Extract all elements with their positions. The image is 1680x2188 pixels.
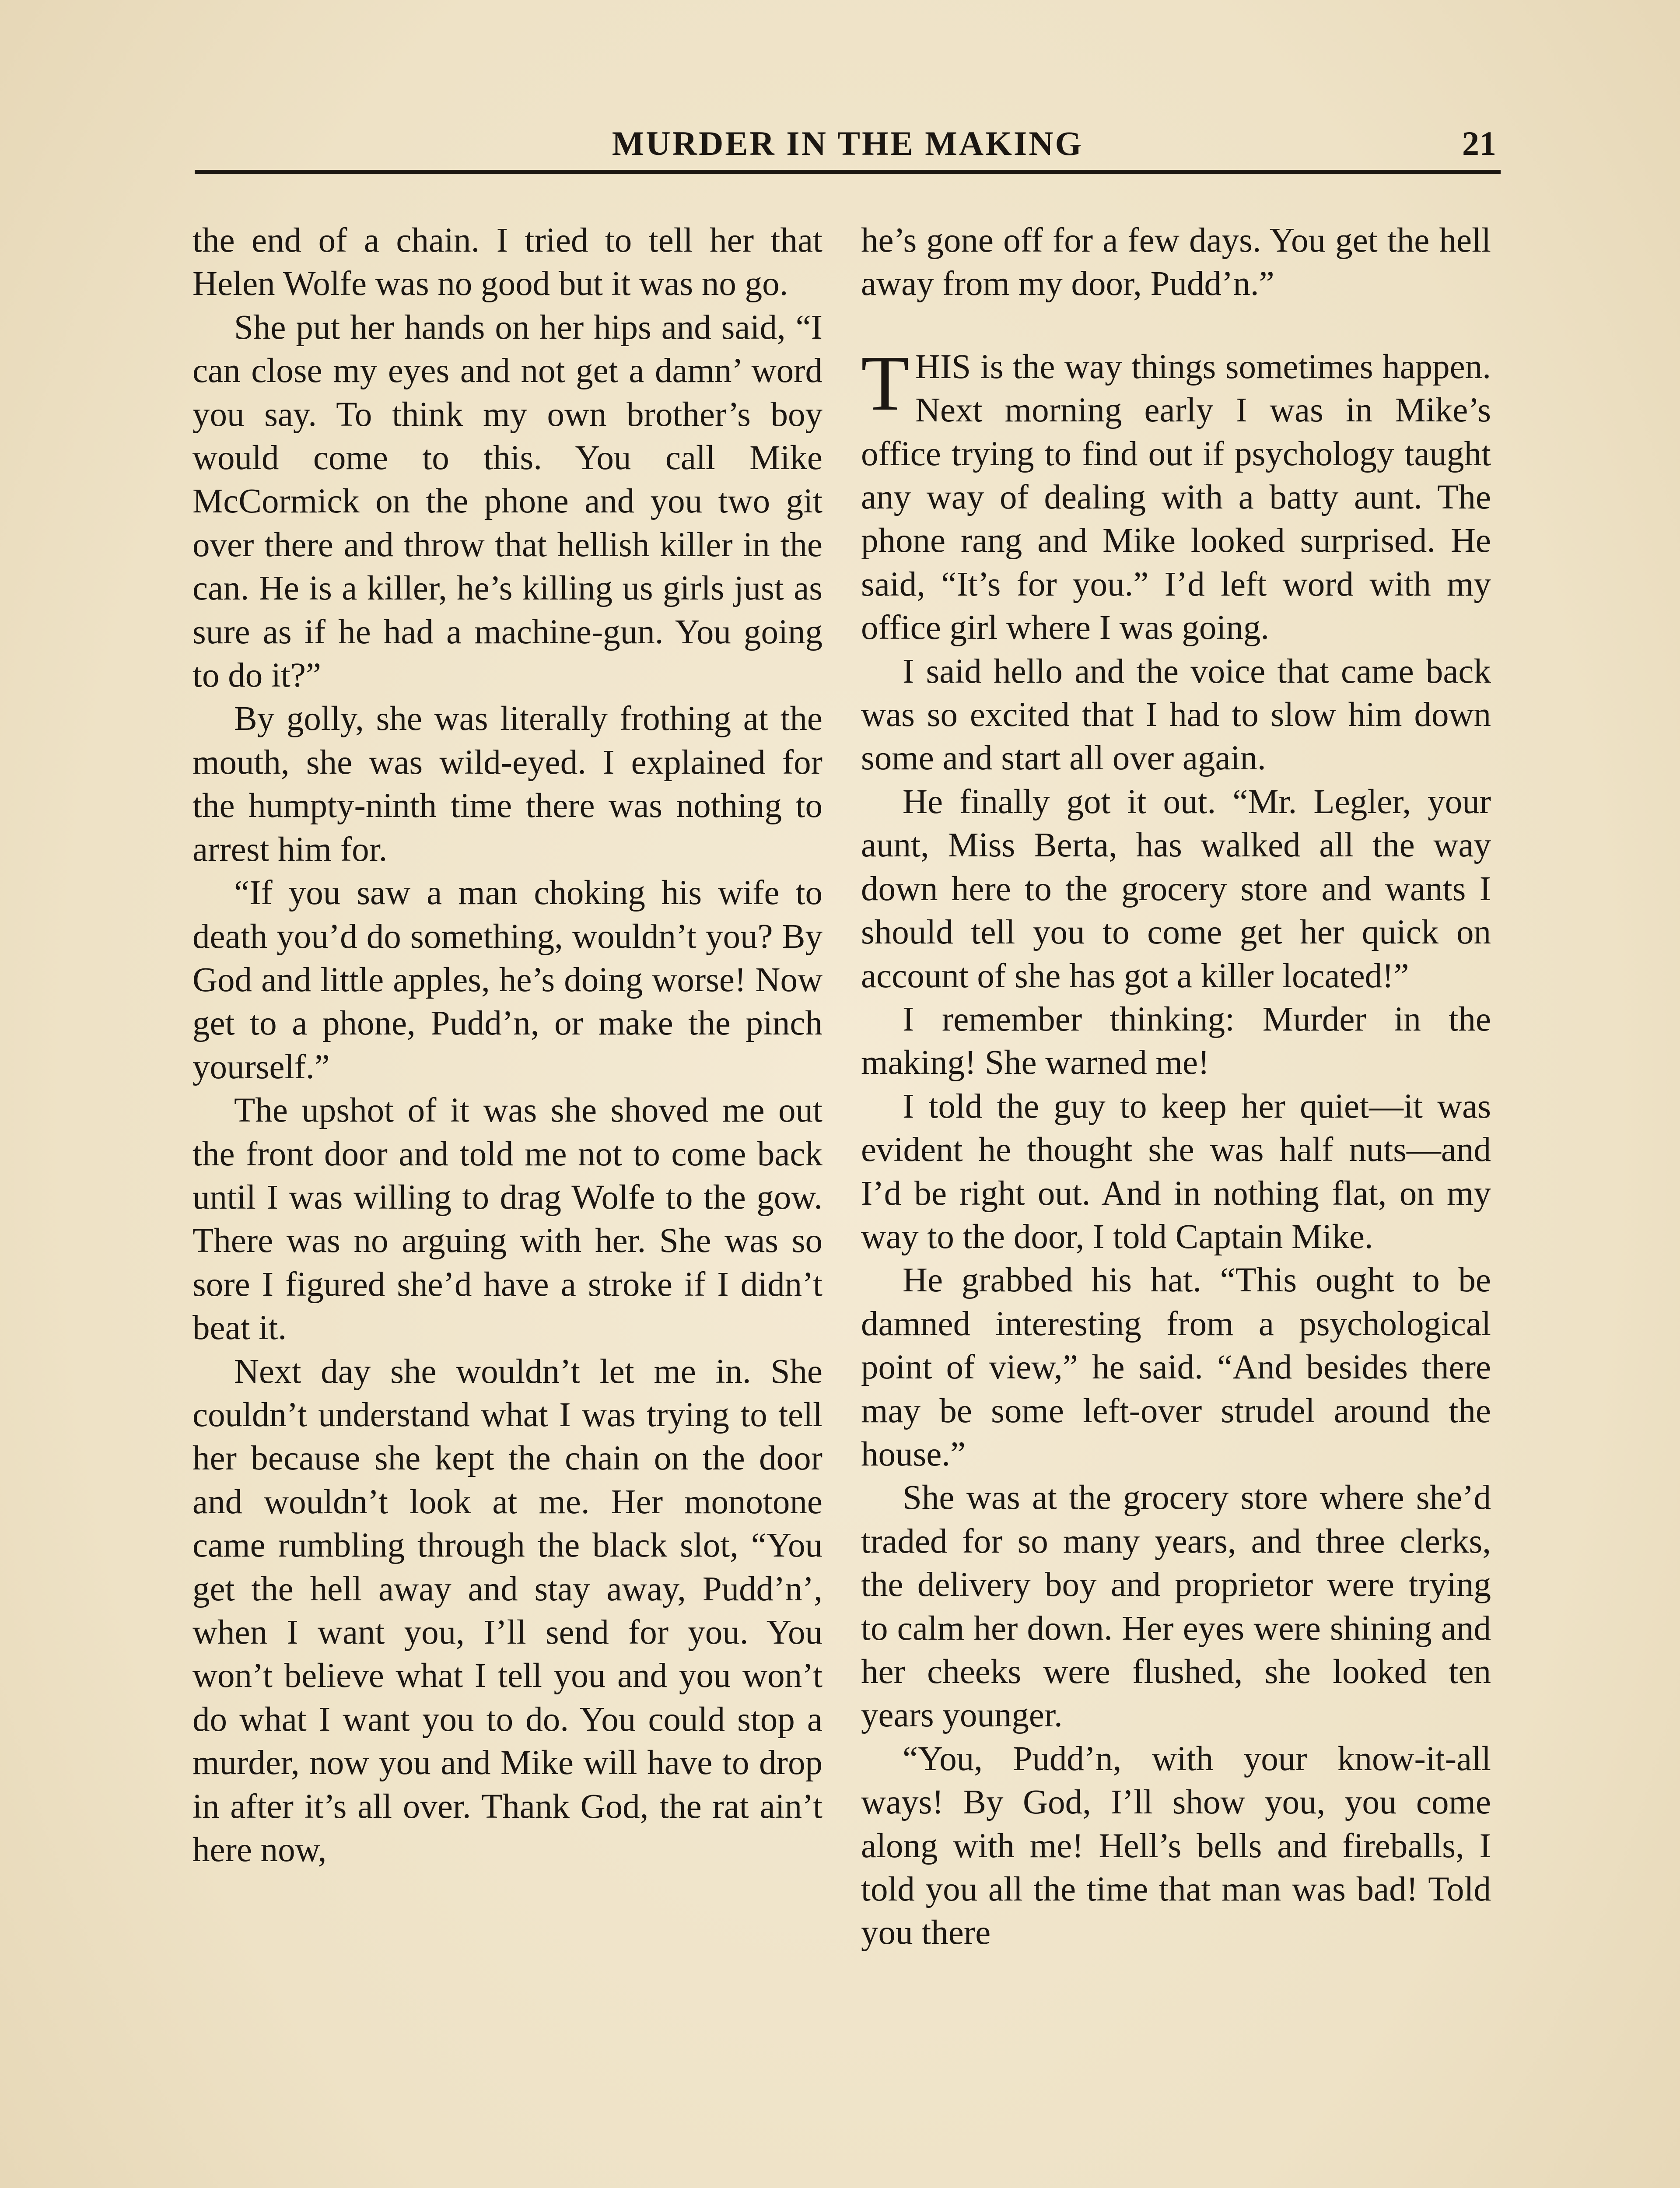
paragraph: She was at the grocery store where she’d traded for so many years, and three clerks, the delivery boy and proprietor were trying to calm her down. Her eyes were shining and her cheeks were flushed, she looked ten years younger. — [861, 1479, 1491, 1735]
paragraph: He finally got it out. “Mr. Legler, your aunt, Miss Berta, has walked all the way down here to the grocery store and wants I should tell you to come get her quick on account of she has got a killer located!” — [861, 782, 1491, 995]
paragraph: I said hello and the voice that came back was so excited that I had to slow him down some and start all over again. — [861, 652, 1491, 778]
paragraph: Next day she wouldn’t let me in. She couldn’t understand what I was trying to tell her because she kept the chain on the door and wouldn’t look at me. Her monotone came rumbling through the black slot, “You get the hell away and stay away, Pudd’n’, when I want you, I’ll send for you. You won’t believe what I tell you and you won’t do what I want you to do. You could stop a murder, now you and Mike will have to drop in after it’s all over. Thank God, the rat ain’t here now, — [192, 1352, 822, 1869]
running-title: MURDER IN THE MAKING — [612, 124, 1084, 162]
paragraph: She put her hands on her hips and said, “I can close my eyes and not get a damn’ word you say. To think my own brother’s boy would come to this. You call Mike McCormick on the phone and you two git over there and throw that hellish killer in the can. He is a killer, he’s killing us girls just as sure as if he had a machine-gun. You going to do it?” — [192, 308, 822, 695]
paragraph: He grabbed his hat. “This ought to be damned interesting from a psychological point of view,” he said. “And besides there may be some left-over strudel around the house.” — [861, 1261, 1491, 1473]
paragraph: “You, Pudd’n, with your know-it-all ways! By God, I’ll show you, you come along with me! Hell’s bells and fireballs, I told you all the time that man was bad! Told you there — [861, 1739, 1491, 1952]
page-number: 21 — [1462, 124, 1496, 162]
left-column — [192, 219, 822, 1872]
section-opening-paragraph — [861, 339, 1491, 650]
paragraph: the end of a chain. I tried to tell her that Helen Wolfe was no good but it was no go. — [192, 221, 822, 303]
paragraph: I told the guy to keep her quiet—it was evident he thought she was half nuts—and I’d be right out. And in nothing flat, on my way to the door, I told Captain Mike. — [861, 1087, 1491, 1256]
paragraph: The upshot of it was she shoved me out the front door and told me not to come back until I was willing to drag Wolfe to the gow. There was no arguing with her. She was so sore I figured she’d have a stroke if I didn’t beat it. — [192, 1091, 822, 1347]
drop-cap: T — [861, 339, 909, 427]
paragraph: he’s gone off for a few days. You get the hell away from my door, Pudd’n.” — [861, 221, 1491, 303]
header-rule — [195, 170, 1501, 174]
paragraph: By golly, she was literally frothing at the mouth, she was wild-eyed. I explained for the humpty-ninth time there was nothing to arrest him for. — [192, 700, 822, 869]
paragraph: “If you saw a man choking his wife to death you’d do something, wouldn’t you? By God and little apples, he’s doing worse! Now get to a phone, Pudd’n, or make the pinch yourself.” — [192, 874, 822, 1086]
page-header — [195, 112, 1501, 166]
paragraph: I remember thinking: Murder in the making! She warned me! — [861, 1000, 1491, 1082]
section-opening-text: HIS is the way things sometimes happen. Next morning early I was in Mike’s office trying to find out if psychology taught any way of dealing with a batty aunt. The phone rang and Mike looked surprised. He said, “It’s for you.” I’d left word with my office girl where I was going. — [861, 347, 1491, 647]
right-column — [861, 219, 1491, 1955]
